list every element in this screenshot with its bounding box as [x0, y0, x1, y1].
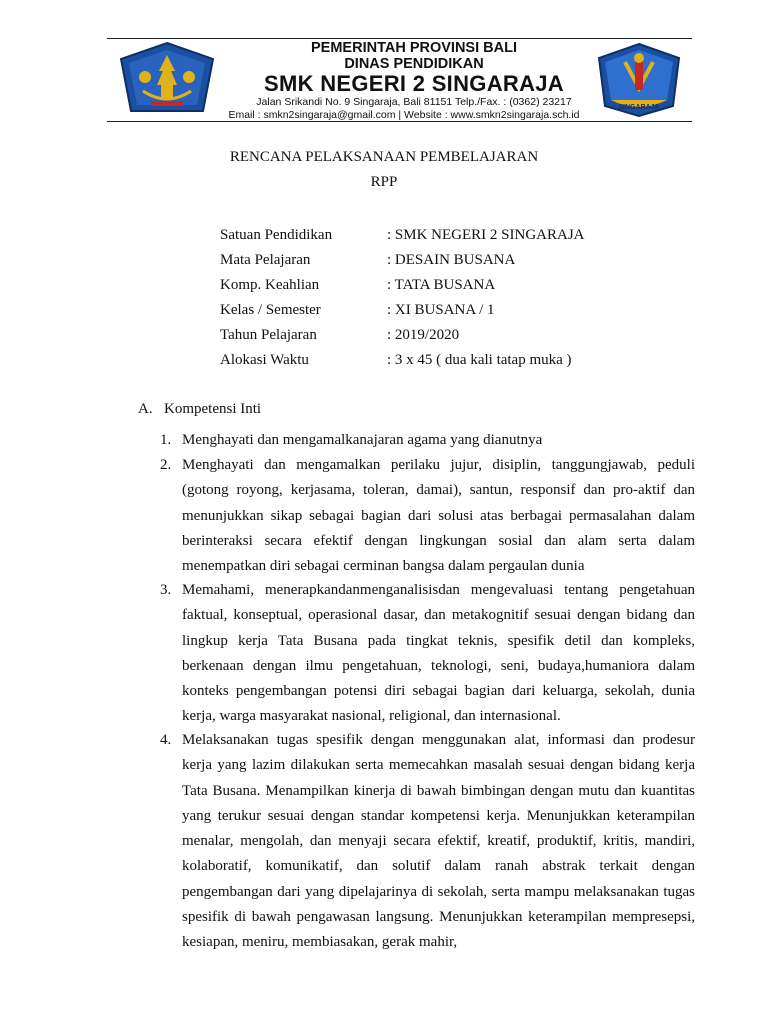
list-item-text: Memahami, menerapkandanmenganalisisdan mengevaluasi tentang pengetahuan faktual, konseptual, operasional dasar, dan metakognitif sesuai dengan bidang dan lingkup kerja Tata Busana pada tingkat teknis, spesifik detil dan kompleks, berkenaan dengan ilmu pengetahuan, teknologi, seni, budaya,humaniora dalam konteks pengembangan potensi diri sebagai bagian dari keluarga, sekolah, dunia kerja, warga masyarakat nasional, religional, dan internasional.	[182, 582, 695, 725]
list-item-number: 2.	[160, 457, 172, 473]
list-item-text: Melaksanakan tugas spesifik dengan menggunakan alat, informasi dan prodesur kerja yang lazim dilakukan serta memecahkan masalah sesuai dengan bidang kerja Tata Busana. Menampilkan kinerja di bawah bimbingan dengan mutu dan kuantitas yang terukur sesuai dengan standar kompetensi kerja. Menunjukkan keterampilan menalar, mengolah, dan menyaji secara efektif, kreatif, produktif, kritis, mandiri, kolaboratif, komunikatif, dan solutif dalam ranah abstrak terkait dengan pengembangan dari yang dipelajarinya di sekolah, serta mampu melaksanakan tugas spesifik di bawah pengawasan langsung. Menunjukkan keterampilan mempresepsi, kesiapan, meniru, membiasakan, gerak mahir,	[182, 732, 695, 951]
school-contact: Email : smkn2singaraja@gmail.com | Website : www.smkn2singaraja.sch.id	[228, 109, 580, 121]
school-name: SMK NEGERI 2 SINGARAJA	[264, 71, 564, 96]
government-name: PEMERINTAH PROVINSI BALI	[311, 40, 517, 56]
identity-label: Satuan Pendidikan	[220, 227, 333, 243]
letterhead	[107, 38, 692, 122]
school-address: Jalan Srikandi No. 9 Singaraja, Bali 81151 Telp./Fax. : (0362) 23217	[256, 96, 572, 108]
identity-label: Mata Pelajaran	[220, 252, 311, 268]
letterhead-text	[215, 40, 593, 122]
document-title: RENCANA PELAKSANAAN PEMBELAJARAN	[229, 149, 539, 165]
document-subtitle: RPP	[370, 174, 398, 190]
smkn2-singaraja-emblem-icon	[595, 42, 683, 118]
letterhead-top-rule	[107, 38, 692, 39]
identity-label: Kelas / Semester	[220, 302, 321, 318]
identity-value: : XI BUSANA / 1	[387, 302, 495, 318]
section-heading	[138, 401, 261, 418]
section-title: Kompetensi Inti	[164, 401, 262, 417]
list-item-text: Menghayati dan mengamalkanajaran agama yang dianutnya	[182, 432, 543, 448]
emblem-text: SINGARAJA	[618, 104, 660, 111]
identity-value: : 2019/2020	[387, 327, 460, 343]
identity-value: : SMK NEGERI 2 SINGARAJA	[387, 227, 585, 243]
identity-value: : DESAIN BUSANA	[387, 252, 516, 268]
bali-province-crest-icon	[117, 41, 217, 119]
department-name: DINAS PENDIDIKAN	[344, 56, 484, 72]
identity-label: Alokasi Waktu	[220, 352, 309, 368]
list-item-number: 3.	[160, 582, 172, 598]
identity-label: Komp. Keahlian	[220, 277, 320, 293]
list-item-text: Menghayati dan mengamalkan perilaku jujur, disiplin, tanggungjawab, peduli (gotong royong, kerjasama, toleran, damai), santun, responsif dan pro-aktif dan menunjukkan sikap sebagai bagian dari solusi atas berbagai permasalahan dalam berinteraksi secara efektif dengan lingkungan sosial dan alam serta dalam menempatkan diri sebagai cerminan bangsa dalam pergaulan dunia	[182, 457, 695, 575]
list-item-number: 1.	[160, 432, 172, 448]
identity-value: : TATA BUSANA	[387, 277, 496, 293]
section-marker: A.	[138, 401, 153, 417]
letterhead-bottom-rule	[107, 121, 692, 122]
list-item-number: 4.	[160, 732, 172, 748]
identity-label: Tahun Pelajaran	[220, 327, 317, 343]
identity-value: : 3 x 45 ( dua kali tatap muka )	[387, 352, 572, 368]
